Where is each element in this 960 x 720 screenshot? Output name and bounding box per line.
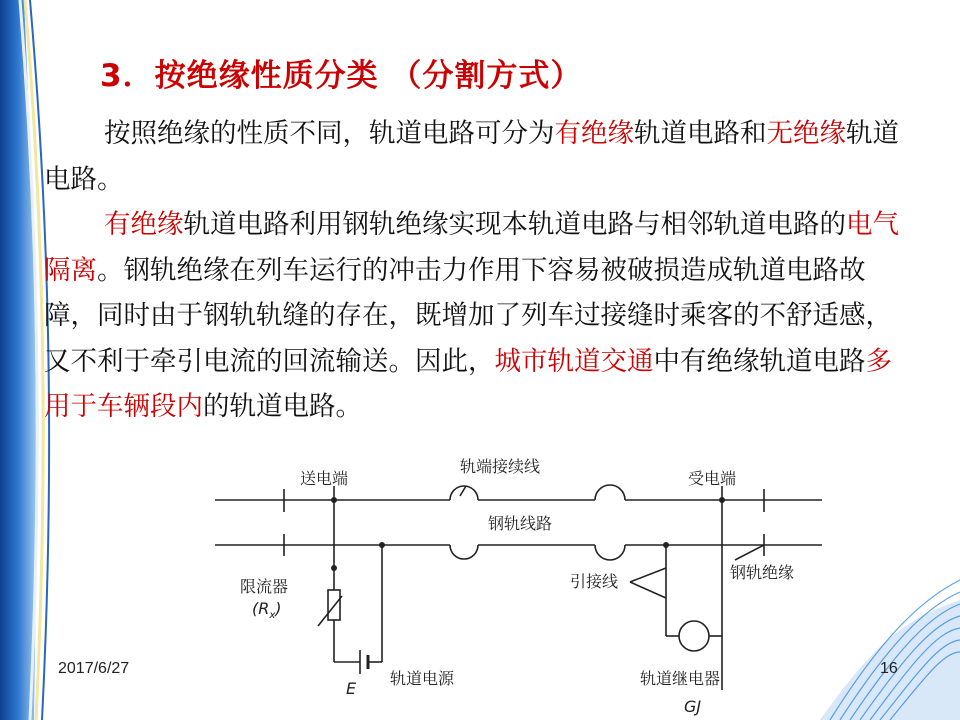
joint-pointer [460,486,466,496]
text-run: 按照绝缘的性质不同，轨道电路可分为 [104,118,555,149]
highlight-text: 多用于车辆段内 [44,345,892,422]
label-power-symbol: E [346,679,357,698]
limiter-arrow [318,596,342,626]
highlight-text: 有绝缘 [554,118,634,149]
text-run: 轨道电路利用钢轨绝缘实现本轨道电路与相邻轨道电路的 [183,209,846,240]
paragraph-2 [44,202,914,430]
label-relay: 轨道继电器 [640,669,721,688]
label-rail-line: 钢轨线路 [488,514,553,533]
label-send-end: 送电端 [300,469,349,488]
highlight-text: 城市轨道交通 [494,345,654,377]
label-rail-joint: 轨端接续线 [460,457,541,476]
highlight-text: 电气隔离 [44,209,899,286]
junction-dot [663,542,669,548]
insulation-pointer [735,545,764,560]
label-relay-symbol: GJ [684,697,702,716]
label-receive-end: 受电端 [688,469,737,488]
slide-title: 3．按绝缘性质分类 （分割方式） [100,58,583,94]
highlight-text: 无绝缘 [766,118,846,149]
rail-joint-wire-bottom-1 [450,545,478,559]
text-run: 轨道电路和 [634,118,767,149]
lead-wire-pointer [630,568,666,598]
text-run: 中有绝缘轨道电路 [653,345,866,377]
rail-joint-wire-top-2 [595,485,625,500]
junction-dot [379,542,385,548]
label-limiter: 限流器 [240,577,289,596]
text-run: 轨道电路。 [44,118,899,195]
text-run: 的轨道电路。 [203,391,362,422]
label-rail-insulation: 钢轨绝缘 [730,563,795,582]
paragraph-1 [44,111,914,202]
text-run: 。钢轨绝缘在列车运行的冲击力作用下容易被破损造成轨道电路故障，同时由于钢轨轨缝的存在，既增加了列车过接缝时乘客的不舒适感，又不利于牵引电流的回流输送。因此， [44,254,892,377]
body-text [44,111,914,430]
junction-dot [719,497,725,503]
relay-coil [679,621,709,651]
rail-joint-wire-bottom-2 [595,545,625,560]
label-limiter-symbol: $(R_x)$ [252,599,282,621]
junction-dot [331,497,337,503]
label-power-source: 轨道电源 [390,669,455,688]
footer-page-number: 16 [880,660,898,677]
highlight-text: 有绝缘 [104,209,184,240]
junction-dot [331,565,337,571]
track-circuit-diagram [212,456,832,720]
label-lead-wire: 引接线 [570,572,619,591]
footer-date: 2017/6/27 [58,660,130,677]
